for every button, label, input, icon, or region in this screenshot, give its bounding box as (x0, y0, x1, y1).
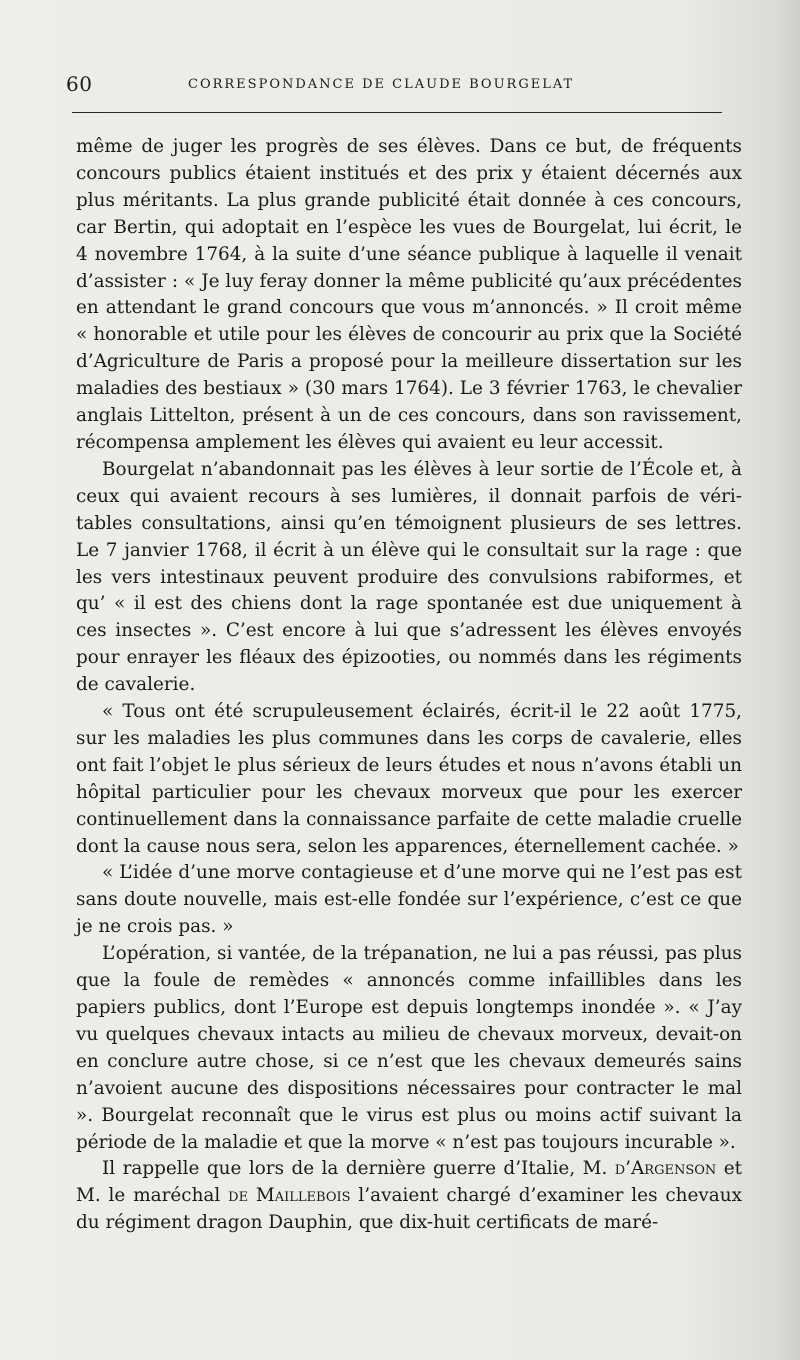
paragraph-4: « L’idée d’une morve contagieuse et d’une morve qui ne l’est pas est sans doute nouvelle, mais est-elle fondée sur l’expérience, c’est ce que je ne crois pas. » (76, 862, 742, 938)
paragraph-2: Bourgelat n’abandonnait pas les élèves à leur sortie de l’École et, à ceux qui avaient recours à ses lumières, il donnait parfois de véritables consultations, ainsi qu’en témoignent plusieurs de ses lettres. Le 7 janvier 1768, il écrit à un élève qui le consultait sur la rage : que les vers intestinaux peuvent produire des convulsions rabiformes, et qu’ « il est des chiens dont la rage spontanée est due uniquement à ces insectes ». C’est encore à lui que s’adressent les élèves envoyés pour enrayer les fléaux des épizooties, ou nommés dans les régiments de cavalerie. (76, 458, 742, 696)
paragraph-6-text-3: l’avaient chargé d’examiner les chevaux du régiment dragon Dauphin, que dix-huit certificats de maré- (76, 1185, 742, 1234)
person-name-maillebois: de Maillebois (228, 1185, 351, 1207)
page-header (66, 72, 722, 102)
page-number: 60 (66, 72, 93, 96)
paragraph-3: « Tous ont été scrupuleusement éclairés, écrit-il le 22 août 1775, sur les maladies les plus communes dans les corps de cavalerie, elles ont fait l’objet le plus sérieux de leurs études et nous n’avons établi un hôpital particulier pour les chevaux morveux que pour les exercer continuellement dans la connaissance parfaite de cette maladie cruelle dont la cause nous sera, selon les apparences, éternellement cachée. » (76, 701, 742, 857)
paragraph-6 (76, 1156, 742, 1237)
header-rule (72, 112, 722, 113)
running-title: CORRESPONDANCE DE CLAUDE BOURGELAT (188, 77, 575, 92)
paragraph-6-text-1: Il rappelle que lors de la dernière guerre d’Italie, M. (102, 1158, 615, 1180)
paragraph-6-text-2: et M. le maréchal (76, 1158, 743, 1207)
paragraph-5: L’opération, si vantée, de la trépanation, ne lui a pas réussi, pas plus que la foule de remèdes « annoncés comme infaillibles dans les papiers publics, dont l’Europe est depuis longtemps inondée ». « J’ay vu quelques chevaux intacts au milieu de chevaux morveux, devait-on en conclure autre chose, si ce n’est que les chevaux demeurés sains n’avoient aucune des dispositions nécessaires pour contracter le mal ». Bourgelat reconnaît que le virus est plus ou moins actif suivant la période de la maladie et que la morve « n’est pas toujours incurable ». (76, 943, 742, 1153)
person-name-argenson: d’Argenson (614, 1158, 717, 1180)
paragraph-1: même de juger les progrès de ses élèves. Dans ce but, de fréquents concours publics étaient institués et des prix y étaient décernés aux plus méritants. La plus grande publicité était donnée à ces concours, car Bertin, qui adoptait en l’espèce les vues de Bourgelat, lui écrit, le 4 novembre 1764, à la suite d’une séance publique à laquelle il venait d’assister : « Je luy feray donner la même publicité qu’aux précédentes en attendant le grand concours que vous m’annoncés. » Il croit même « honorable et utile pour les élèves de concourir au prix que la Société d’Agriculture de Paris a proposé pour la meilleure dissertation sur les maladies des bestiaux » (30 mars 1764). Le 3 février 1763, le chevalier anglais Littelton, présent à un de ces concours, dans son ravissement, récompensa amplement les élèves qui avaient eu leur accessit. (76, 136, 742, 453)
body-text (76, 134, 742, 1237)
